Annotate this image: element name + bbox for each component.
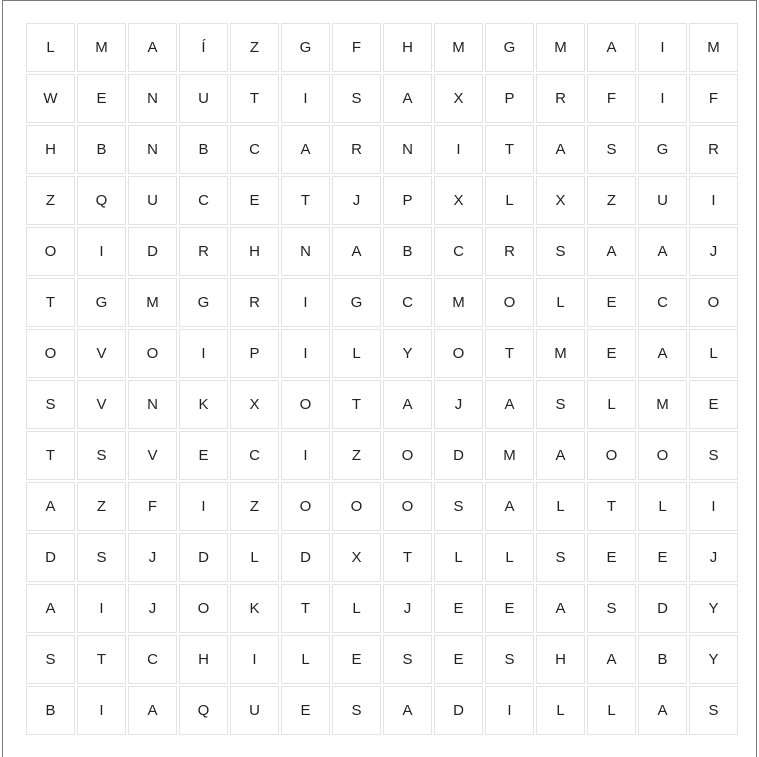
grid-cell[interactable]: J [332,176,381,225]
grid-cell[interactable]: N [383,125,432,174]
grid-cell[interactable]: A [26,482,75,531]
grid-cell[interactable]: C [179,176,228,225]
grid-cell[interactable]: H [536,635,585,684]
grid-cell[interactable]: T [281,584,330,633]
grid-cell[interactable]: T [77,635,126,684]
grid-cell[interactable]: A [485,380,534,429]
grid-cell[interactable]: Í [179,23,228,72]
grid-cell[interactable]: A [587,23,636,72]
grid-cell[interactable]: X [536,176,585,225]
grid-cell[interactable]: X [332,533,381,582]
grid-cell[interactable]: K [230,584,279,633]
grid-cell[interactable]: A [383,686,432,735]
grid-cell[interactable]: H [383,23,432,72]
grid-cell[interactable]: E [434,635,483,684]
grid-cell[interactable]: E [281,686,330,735]
grid-cell[interactable]: Y [689,584,738,633]
grid-cell[interactable]: L [587,686,636,735]
grid-cell[interactable]: M [536,329,585,378]
grid-cell[interactable]: M [77,23,126,72]
grid-cell[interactable]: L [434,533,483,582]
grid-cell[interactable]: N [128,74,177,123]
grid-cell[interactable]: O [26,227,75,276]
grid-cell[interactable]: O [26,329,75,378]
grid-cell[interactable]: J [689,533,738,582]
grid-cell[interactable]: D [434,686,483,735]
grid-cell[interactable]: N [281,227,330,276]
grid-cell[interactable]: O [485,278,534,327]
grid-cell[interactable]: S [536,227,585,276]
grid-cell[interactable]: I [77,584,126,633]
grid-cell[interactable]: O [689,278,738,327]
grid-cell[interactable]: G [179,278,228,327]
grid-cell[interactable]: L [230,533,279,582]
grid-cell[interactable]: F [689,74,738,123]
grid-cell[interactable]: M [434,23,483,72]
puzzle-frame [2,0,757,757]
grid-cell[interactable]: I [281,431,330,480]
grid-cell[interactable]: T [383,533,432,582]
grid-cell[interactable]: T [281,176,330,225]
grid-cell[interactable]: L [26,23,75,72]
grid-cell[interactable]: D [638,584,687,633]
grid-cell[interactable]: A [638,329,687,378]
grid-cell[interactable]: J [128,533,177,582]
grid-cell[interactable]: E [587,278,636,327]
grid-cell[interactable]: I [281,278,330,327]
grid-cell[interactable]: D [128,227,177,276]
grid-cell[interactable]: I [179,482,228,531]
grid-cell[interactable]: S [383,635,432,684]
grid-cell[interactable]: M [638,380,687,429]
grid-cell[interactable]: E [587,329,636,378]
grid-cell[interactable]: M [128,278,177,327]
grid-cell[interactable]: I [77,686,126,735]
grid-cell[interactable]: O [179,584,228,633]
grid-cell[interactable]: T [26,431,75,480]
grid-cell[interactable]: A [26,584,75,633]
grid-cell[interactable]: A [128,23,177,72]
grid-cell[interactable]: E [179,431,228,480]
grid-cell[interactable]: E [332,635,381,684]
grid-cell[interactable]: B [77,125,126,174]
grid-cell[interactable]: X [434,74,483,123]
grid-cell[interactable]: L [638,482,687,531]
grid-cell[interactable]: I [77,227,126,276]
grid-cell[interactable]: O [638,431,687,480]
grid-cell[interactable]: L [536,482,585,531]
grid-cell[interactable]: B [383,227,432,276]
grid-cell[interactable]: O [281,482,330,531]
grid-cell[interactable]: Q [77,176,126,225]
grid-cell[interactable]: P [485,74,534,123]
grid-cell[interactable]: R [179,227,228,276]
grid-cell[interactable]: L [485,533,534,582]
grid-cell[interactable]: J [128,584,177,633]
grid-cell[interactable]: D [281,533,330,582]
grid-cell[interactable]: C [434,227,483,276]
grid-cell[interactable]: G [332,278,381,327]
grid-cell[interactable]: T [26,278,75,327]
grid-cell[interactable]: L [332,329,381,378]
grid-cell[interactable]: G [77,278,126,327]
grid-cell[interactable]: E [587,533,636,582]
grid-cell[interactable]: X [434,176,483,225]
grid-cell[interactable]: A [128,686,177,735]
grid-cell[interactable]: I [638,23,687,72]
grid-cell[interactable]: P [383,176,432,225]
grid-cell[interactable]: L [485,176,534,225]
grid-cell[interactable]: U [230,686,279,735]
grid-cell[interactable]: T [485,329,534,378]
grid-cell[interactable]: M [536,23,585,72]
grid-cell[interactable]: M [689,23,738,72]
grid-cell[interactable]: G [485,23,534,72]
grid-cell[interactable]: S [485,635,534,684]
grid-cell[interactable]: A [638,686,687,735]
grid-cell[interactable]: S [434,482,483,531]
grid-cell[interactable]: F [332,23,381,72]
grid-cell[interactable]: F [128,482,177,531]
grid-cell[interactable]: S [77,431,126,480]
grid-cell[interactable]: I [689,482,738,531]
grid-cell[interactable]: T [485,125,534,174]
grid-cell[interactable]: O [128,329,177,378]
grid-cell[interactable]: I [689,176,738,225]
grid-cell[interactable]: D [434,431,483,480]
grid-cell[interactable]: B [638,635,687,684]
grid-cell[interactable]: E [434,584,483,633]
grid-cell[interactable]: J [383,584,432,633]
grid-cell[interactable]: L [689,329,738,378]
grid-cell[interactable]: S [77,533,126,582]
grid-cell[interactable]: E [638,533,687,582]
grid-cell[interactable]: A [587,227,636,276]
grid-cell[interactable]: R [230,278,279,327]
grid-cell[interactable]: R [485,227,534,276]
grid-cell[interactable]: S [689,686,738,735]
grid-cell[interactable]: G [638,125,687,174]
grid-cell[interactable]: S [332,686,381,735]
grid-cell[interactable]: A [536,431,585,480]
grid-cell[interactable]: S [587,125,636,174]
grid-cell[interactable]: R [332,125,381,174]
grid-cell[interactable]: A [587,635,636,684]
grid-cell[interactable]: I [179,329,228,378]
grid-cell[interactable]: Z [587,176,636,225]
grid-cell[interactable]: U [179,74,228,123]
grid-cell[interactable]: E [230,176,279,225]
grid-cell[interactable]: Z [230,482,279,531]
grid-cell[interactable]: A [638,227,687,276]
grid-cell[interactable]: A [485,482,534,531]
grid-cell[interactable]: C [128,635,177,684]
grid-cell[interactable]: O [383,431,432,480]
grid-cell[interactable]: P [230,329,279,378]
grid-cell[interactable]: Z [230,23,279,72]
grid-cell[interactable]: O [383,482,432,531]
grid-cell[interactable]: S [26,635,75,684]
grid-cell[interactable]: L [536,686,585,735]
word-search-grid [26,23,738,735]
grid-cell[interactable]: S [689,431,738,480]
grid-cell[interactable]: I [281,74,330,123]
grid-cell[interactable]: H [179,635,228,684]
grid-cell[interactable]: V [77,329,126,378]
grid-cell[interactable]: K [179,380,228,429]
grid-cell[interactable]: G [281,23,330,72]
grid-cell[interactable]: V [77,380,126,429]
grid-cell[interactable]: I [434,125,483,174]
grid-cell[interactable]: J [689,227,738,276]
grid-cell[interactable]: B [179,125,228,174]
grid-cell[interactable]: O [281,380,330,429]
grid-cell[interactable]: D [179,533,228,582]
grid-cell[interactable]: U [128,176,177,225]
grid-cell[interactable]: N [128,380,177,429]
grid-cell[interactable]: L [281,635,330,684]
grid-cell[interactable]: M [434,278,483,327]
grid-cell[interactable]: D [26,533,75,582]
grid-cell[interactable]: A [383,74,432,123]
grid-cell[interactable]: W [26,74,75,123]
grid-cell[interactable]: E [77,74,126,123]
grid-cell[interactable]: T [587,482,636,531]
grid-cell[interactable]: J [434,380,483,429]
grid-cell[interactable]: R [536,74,585,123]
grid-cell[interactable]: L [332,584,381,633]
grid-cell[interactable]: I [485,686,534,735]
grid-cell[interactable]: U [638,176,687,225]
grid-cell[interactable]: C [230,431,279,480]
grid-cell[interactable]: C [383,278,432,327]
grid-cell[interactable]: Z [26,176,75,225]
grid-cell[interactable]: B [26,686,75,735]
grid-cell[interactable]: T [230,74,279,123]
grid-cell[interactable]: X [230,380,279,429]
grid-cell[interactable]: A [332,227,381,276]
grid-cell[interactable]: Z [77,482,126,531]
grid-cell[interactable]: O [434,329,483,378]
grid-cell[interactable]: I [230,635,279,684]
grid-cell[interactable]: S [536,380,585,429]
grid-cell[interactable]: C [638,278,687,327]
grid-cell[interactable]: R [689,125,738,174]
grid-cell[interactable]: L [536,278,585,327]
grid-cell[interactable]: V [128,431,177,480]
grid-cell[interactable]: I [281,329,330,378]
grid-cell[interactable]: A [383,380,432,429]
grid-cell[interactable]: A [281,125,330,174]
grid-cell[interactable]: Y [383,329,432,378]
grid-cell[interactable]: Q [179,686,228,735]
grid-cell[interactable]: S [536,533,585,582]
grid-cell[interactable]: M [485,431,534,480]
grid-cell[interactable]: H [230,227,279,276]
grid-cell[interactable]: F [587,74,636,123]
grid-cell[interactable]: O [332,482,381,531]
grid-cell[interactable]: L [587,380,636,429]
grid-cell[interactable]: C [230,125,279,174]
grid-cell[interactable]: O [587,431,636,480]
grid-cell[interactable]: H [26,125,75,174]
grid-cell[interactable]: S [26,380,75,429]
grid-cell[interactable]: A [536,584,585,633]
grid-cell[interactable]: S [587,584,636,633]
grid-cell[interactable]: T [332,380,381,429]
grid-cell[interactable]: E [485,584,534,633]
grid-cell[interactable]: S [332,74,381,123]
grid-cell[interactable]: Y [689,635,738,684]
grid-cell[interactable]: N [128,125,177,174]
grid-cell[interactable]: A [536,125,585,174]
grid-cell[interactable]: Z [332,431,381,480]
grid-cell[interactable]: I [638,74,687,123]
grid-cell[interactable]: E [689,380,738,429]
